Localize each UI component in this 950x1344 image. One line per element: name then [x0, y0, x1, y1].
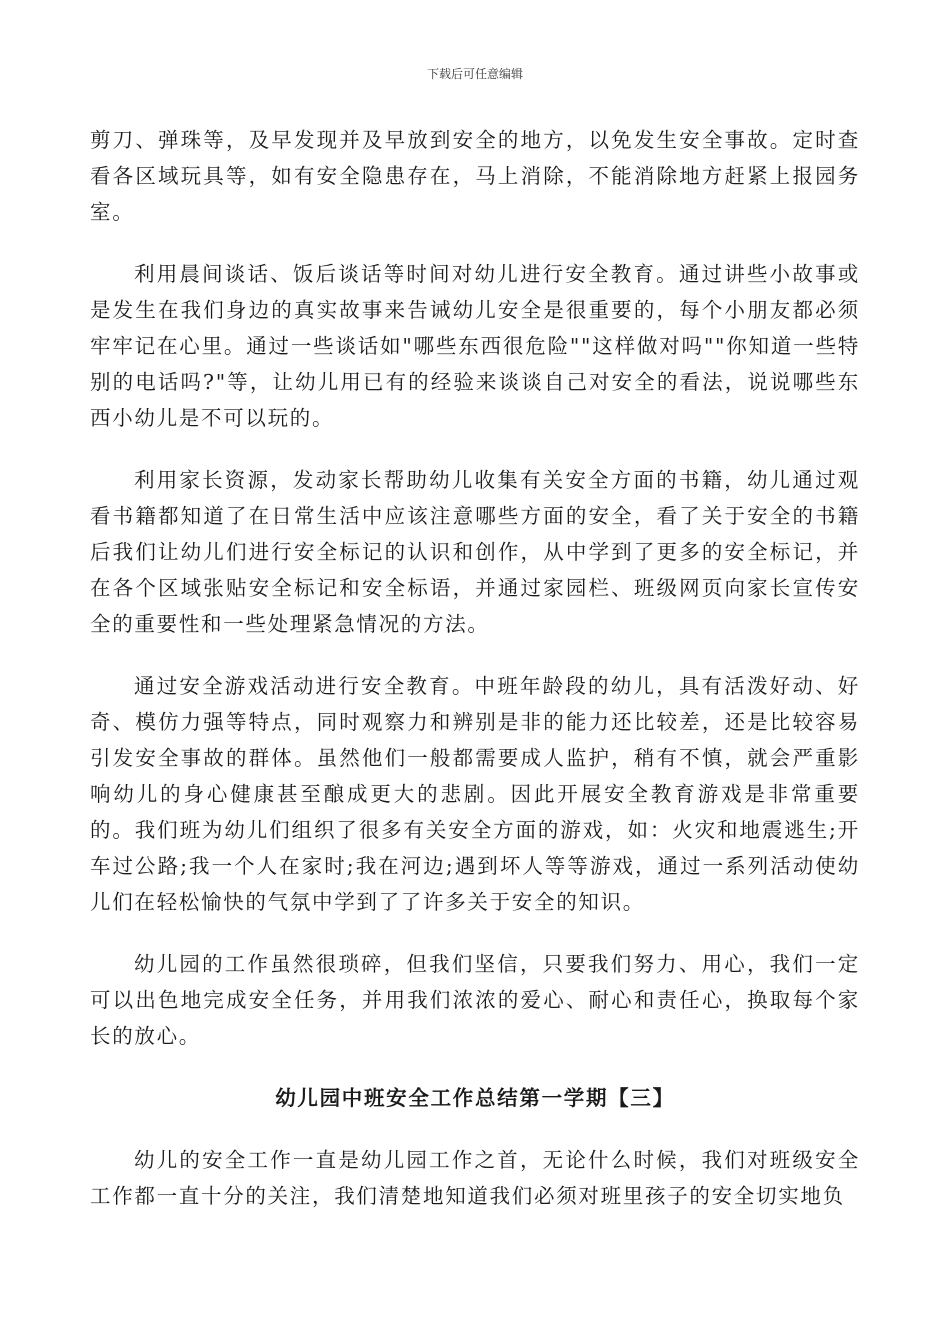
- paragraph-safety-games: 通过安全游戏活动进行安全教育。中班年龄段的幼儿，具有活泼好动、好奇、模仿力强等特点，同时观察力和辨别是非的能力还比较差，还是比较容易引发安全事故的群体。虽然他们一般都需要成人监护，稍有不慎，就会严重影响幼儿的身心健康甚至酿成更大的悲剧。因此开展安全教育游戏是非常重要的。我们班为幼儿们组织了很多有关安全方面的游戏，如：火灾和地震逃生;开车过公路;我一个人在家时;我在河边;遇到坏人等等游戏，通过一系列活动使幼儿们在轻松愉快的气氛中学到了了许多关于安全的知识。: [90, 674, 860, 914]
- paragraph-continuation: 剪刀、弹珠等，及早发现并及早放到安全的地方，以免发生安全事故。定时查看各区域玩具等，如有安全隐患存在，马上消除，不能消除地方赶紧上报园务室。: [90, 128, 860, 224]
- document-body: [90, 122, 860, 1240]
- section-title: 幼儿园中班安全工作总结第一学期【三】: [275, 1086, 675, 1110]
- page-header: 下载后可任意编辑: [426, 67, 523, 81]
- paragraph-conclusion: 幼儿园的工作虽然很琐碎，但我们坚信，只要我们努力、用心，我们一定可以出色地完成安全任务，并用我们浓浓的爱心、耐心和责任心，换取每个家长的放心。: [90, 952, 860, 1048]
- paragraph-parent-resources: 利用家长资源，发动家长帮助幼儿收集有关安全方面的书籍，幼儿通过观看书籍都知道了在日常生活中应该注意哪些方面的安全，看了关于安全的书籍后我们让幼儿们进行安全标记的认识和创作，从中学到了更多的安全标记，并在各个区域张贴安全标记和安全标语，并通过家园栏、班级网页向家长宣传安全的重要性和一些处理紧急情况的方法。: [90, 468, 860, 636]
- paragraph-morning-talk: 利用晨间谈话、饭后谈话等时间对幼儿进行安全教育。通过讲些小故事或是发生在我们身边的真实故事来告诫幼儿安全是很重要的，每个小朋友都必须牢牢记在心里。通过一些谈话如"哪些东西很危险""这样做对吗""你知道一些特别的电话吗?"等，让幼儿用已有的经验来谈谈自己对安全的看法，说说哪些东西小幼儿是不可以玩的。: [90, 262, 860, 430]
- paragraph-section-three-intro: 幼儿的安全工作一直是幼儿园工作之首，无论什么时候，我们对班级安全工作都一直十分的关注，我们清楚地知道我们必须对班里孩子的安全切实地负: [90, 1148, 860, 1208]
